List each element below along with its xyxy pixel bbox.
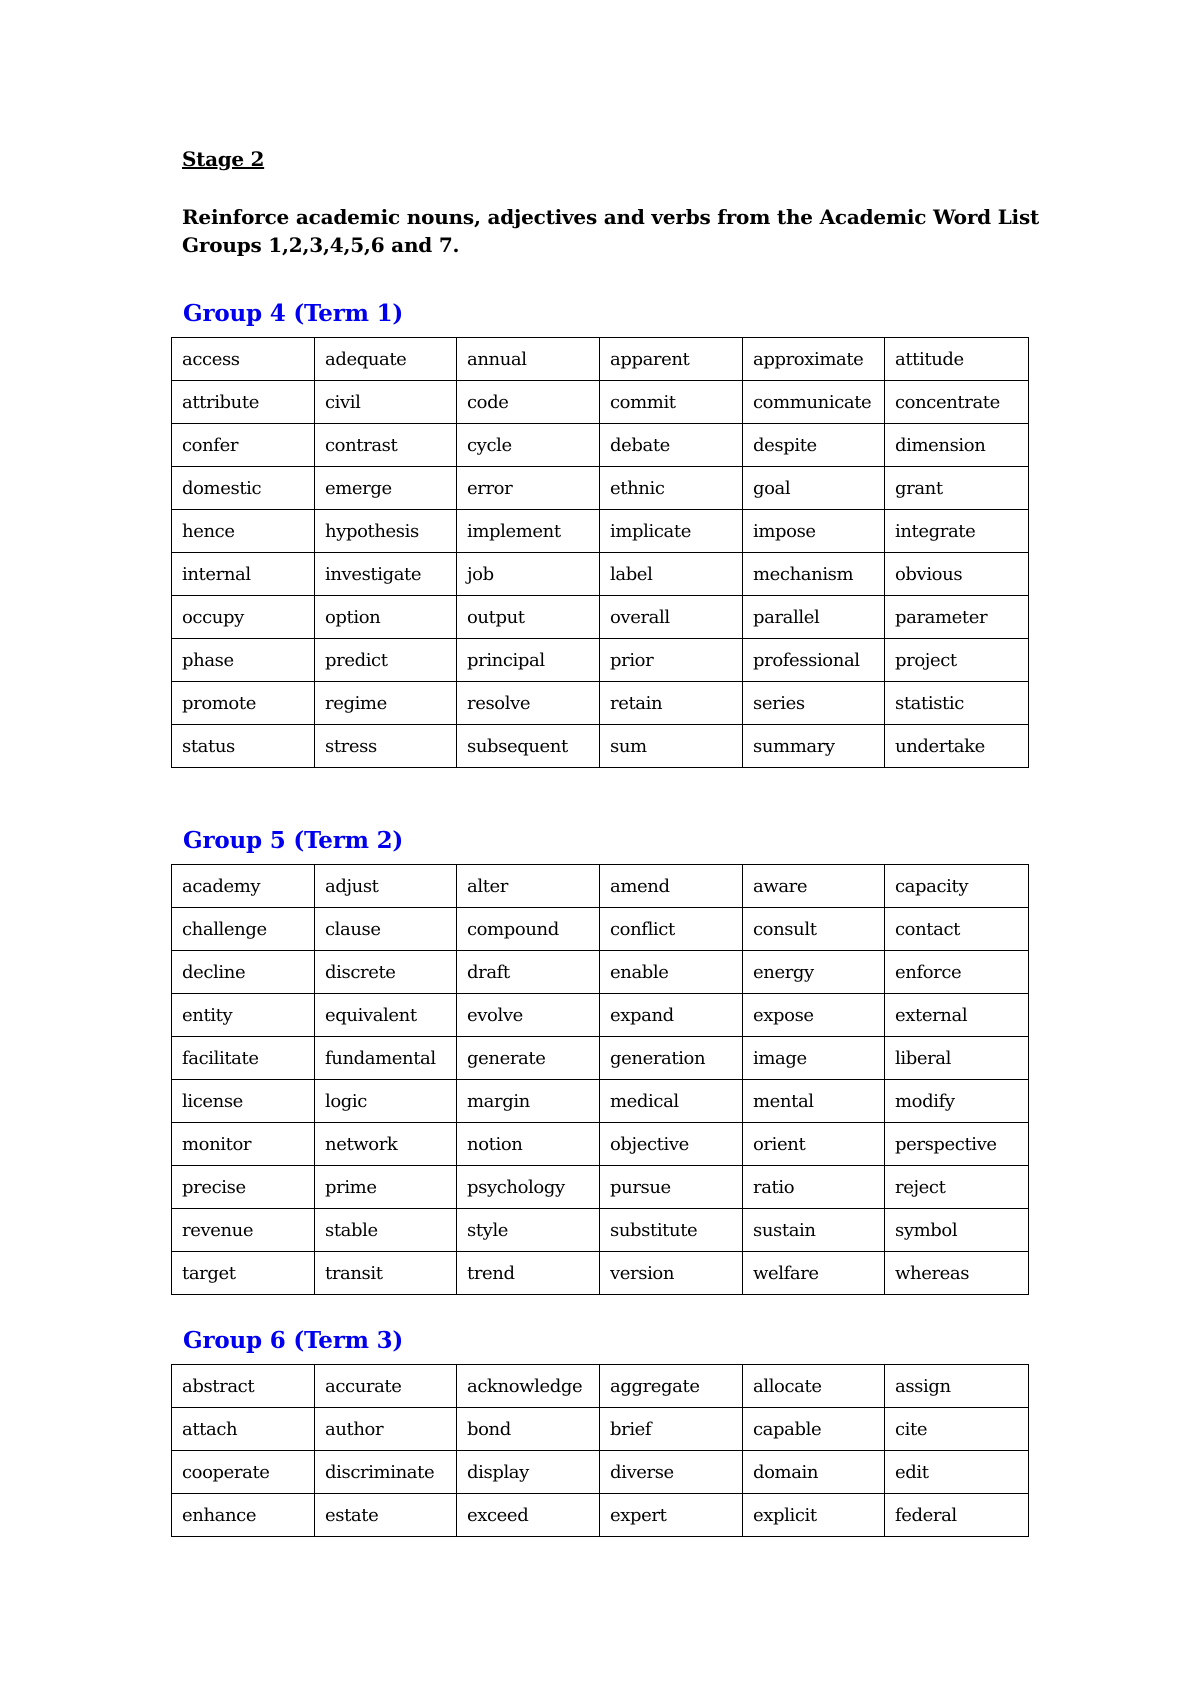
- word-cell: acknowledge: [457, 1365, 600, 1408]
- word-cell: stable: [315, 1209, 457, 1252]
- word-cell: cite: [885, 1408, 1029, 1451]
- word-cell: cooperate: [172, 1451, 315, 1494]
- word-cell: revenue: [172, 1209, 315, 1252]
- word-cell: entity: [172, 994, 315, 1037]
- word-cell: sum: [600, 725, 743, 768]
- word-cell: hence: [172, 510, 315, 553]
- table-row: [172, 1123, 1029, 1166]
- word-cell: allocate: [743, 1365, 885, 1408]
- word-cell: energy: [743, 951, 885, 994]
- table-row: [172, 553, 1029, 596]
- word-cell: aware: [743, 865, 885, 908]
- word-cell: attach: [172, 1408, 315, 1451]
- word-cell: substitute: [600, 1209, 743, 1252]
- word-cell: confer: [172, 424, 315, 467]
- word-cell: objective: [600, 1123, 743, 1166]
- word-cell: estate: [315, 1494, 457, 1537]
- word-cell: adjust: [315, 865, 457, 908]
- word-cell: liberal: [885, 1037, 1029, 1080]
- word-cell: network: [315, 1123, 457, 1166]
- word-cell: margin: [457, 1080, 600, 1123]
- table-row: [172, 424, 1029, 467]
- word-cell: enhance: [172, 1494, 315, 1537]
- word-cell: project: [885, 639, 1029, 682]
- word-cell: ratio: [743, 1166, 885, 1209]
- word-cell: ethnic: [600, 467, 743, 510]
- word-cell: expose: [743, 994, 885, 1037]
- word-cell: orient: [743, 1123, 885, 1166]
- word-cell: civil: [315, 381, 457, 424]
- word-cell: status: [172, 725, 315, 768]
- word-cell: transit: [315, 1252, 457, 1295]
- word-cell: perspective: [885, 1123, 1029, 1166]
- word-cell: abstract: [172, 1365, 315, 1408]
- group-5-heading: Group 5 (Term 2): [183, 827, 404, 854]
- word-cell: conflict: [600, 908, 743, 951]
- word-cell: reject: [885, 1166, 1029, 1209]
- word-cell: expert: [600, 1494, 743, 1537]
- word-cell: access: [172, 338, 315, 381]
- word-cell: occupy: [172, 596, 315, 639]
- word-cell: adequate: [315, 338, 457, 381]
- word-cell: symbol: [885, 1209, 1029, 1252]
- word-cell: license: [172, 1080, 315, 1123]
- word-cell: display: [457, 1451, 600, 1494]
- word-cell: parameter: [885, 596, 1029, 639]
- word-cell: principal: [457, 639, 600, 682]
- word-cell: predict: [315, 639, 457, 682]
- stage-title: Stage 2: [182, 147, 265, 171]
- table-row: [172, 994, 1029, 1037]
- word-cell: undertake: [885, 725, 1029, 768]
- word-cell: obvious: [885, 553, 1029, 596]
- word-cell: discriminate: [315, 1451, 457, 1494]
- word-cell: despite: [743, 424, 885, 467]
- table-row: [172, 908, 1029, 951]
- word-cell: pursue: [600, 1166, 743, 1209]
- word-cell: integrate: [885, 510, 1029, 553]
- word-cell: communicate: [743, 381, 885, 424]
- word-cell: approximate: [743, 338, 885, 381]
- word-cell: clause: [315, 908, 457, 951]
- word-cell: enforce: [885, 951, 1029, 994]
- word-cell: amend: [600, 865, 743, 908]
- word-cell: consult: [743, 908, 885, 951]
- table-row: [172, 865, 1029, 908]
- word-cell: notion: [457, 1123, 600, 1166]
- word-cell: accurate: [315, 1365, 457, 1408]
- word-cell: enable: [600, 951, 743, 994]
- word-cell: internal: [172, 553, 315, 596]
- word-cell: attitude: [885, 338, 1029, 381]
- word-cell: emerge: [315, 467, 457, 510]
- word-cell: domain: [743, 1451, 885, 1494]
- word-cell: author: [315, 1408, 457, 1451]
- table-row: [172, 596, 1029, 639]
- word-cell: edit: [885, 1451, 1029, 1494]
- word-cell: regime: [315, 682, 457, 725]
- word-cell: statistic: [885, 682, 1029, 725]
- word-cell: cycle: [457, 424, 600, 467]
- word-cell: medical: [600, 1080, 743, 1123]
- word-cell: fundamental: [315, 1037, 457, 1080]
- word-cell: dimension: [885, 424, 1029, 467]
- word-cell: prior: [600, 639, 743, 682]
- word-cell: summary: [743, 725, 885, 768]
- table-row: [172, 1451, 1029, 1494]
- word-cell: precise: [172, 1166, 315, 1209]
- table-row: [172, 1365, 1029, 1408]
- word-cell: brief: [600, 1408, 743, 1451]
- word-cell: parallel: [743, 596, 885, 639]
- word-cell: modify: [885, 1080, 1029, 1123]
- word-cell: mental: [743, 1080, 885, 1123]
- word-cell: draft: [457, 951, 600, 994]
- word-cell: explicit: [743, 1494, 885, 1537]
- intro-line-1: Reinforce academic nouns, adjectives and verbs from the Academic Word List: [182, 205, 1040, 229]
- word-cell: professional: [743, 639, 885, 682]
- table-row: [172, 1166, 1029, 1209]
- group-6-heading: Group 6 (Term 3): [183, 1327, 404, 1354]
- word-cell: goal: [743, 467, 885, 510]
- word-cell: annual: [457, 338, 600, 381]
- word-cell: equivalent: [315, 994, 457, 1037]
- word-cell: sustain: [743, 1209, 885, 1252]
- table-row: [172, 639, 1029, 682]
- group-4-table: [171, 337, 1029, 768]
- table-row: [172, 1408, 1029, 1451]
- word-cell: series: [743, 682, 885, 725]
- table-row: [172, 682, 1029, 725]
- word-cell: investigate: [315, 553, 457, 596]
- table-row: [172, 510, 1029, 553]
- word-cell: federal: [885, 1494, 1029, 1537]
- table-row: [172, 1037, 1029, 1080]
- word-cell: contrast: [315, 424, 457, 467]
- word-cell: attribute: [172, 381, 315, 424]
- group-5-table: [171, 864, 1029, 1295]
- word-cell: generation: [600, 1037, 743, 1080]
- word-cell: implement: [457, 510, 600, 553]
- word-cell: contact: [885, 908, 1029, 951]
- word-cell: overall: [600, 596, 743, 639]
- word-cell: phase: [172, 639, 315, 682]
- word-cell: capacity: [885, 865, 1029, 908]
- word-cell: style: [457, 1209, 600, 1252]
- table-row: [172, 1080, 1029, 1123]
- word-cell: stress: [315, 725, 457, 768]
- word-cell: aggregate: [600, 1365, 743, 1408]
- word-cell: prime: [315, 1166, 457, 1209]
- word-cell: discrete: [315, 951, 457, 994]
- word-cell: domestic: [172, 467, 315, 510]
- word-cell: code: [457, 381, 600, 424]
- word-cell: evolve: [457, 994, 600, 1037]
- table-row: [172, 1252, 1029, 1295]
- word-cell: welfare: [743, 1252, 885, 1295]
- word-cell: implicate: [600, 510, 743, 553]
- word-cell: label: [600, 553, 743, 596]
- table-row: [172, 1494, 1029, 1537]
- word-cell: monitor: [172, 1123, 315, 1166]
- intro-line-2: Groups 1,2,3,4,5,6 and 7.: [182, 233, 460, 257]
- word-cell: exceed: [457, 1494, 600, 1537]
- word-cell: expand: [600, 994, 743, 1037]
- word-cell: subsequent: [457, 725, 600, 768]
- word-cell: academy: [172, 865, 315, 908]
- word-cell: option: [315, 596, 457, 639]
- word-cell: error: [457, 467, 600, 510]
- word-cell: hypothesis: [315, 510, 457, 553]
- table-row: [172, 725, 1029, 768]
- table-row: [172, 381, 1029, 424]
- word-cell: assign: [885, 1365, 1029, 1408]
- table-row: [172, 338, 1029, 381]
- word-cell: promote: [172, 682, 315, 725]
- table-row: [172, 1209, 1029, 1252]
- word-cell: resolve: [457, 682, 600, 725]
- table-row: [172, 951, 1029, 994]
- word-cell: job: [457, 553, 600, 596]
- group-6-table: [171, 1364, 1029, 1537]
- group-4-heading: Group 4 (Term 1): [183, 300, 404, 327]
- word-cell: bond: [457, 1408, 600, 1451]
- word-cell: grant: [885, 467, 1029, 510]
- word-cell: alter: [457, 865, 600, 908]
- word-cell: image: [743, 1037, 885, 1080]
- word-cell: impose: [743, 510, 885, 553]
- word-cell: decline: [172, 951, 315, 994]
- word-cell: target: [172, 1252, 315, 1295]
- word-cell: external: [885, 994, 1029, 1037]
- word-cell: compound: [457, 908, 600, 951]
- word-cell: version: [600, 1252, 743, 1295]
- word-cell: commit: [600, 381, 743, 424]
- word-cell: facilitate: [172, 1037, 315, 1080]
- table-row: [172, 467, 1029, 510]
- word-cell: challenge: [172, 908, 315, 951]
- word-cell: logic: [315, 1080, 457, 1123]
- word-cell: diverse: [600, 1451, 743, 1494]
- word-cell: apparent: [600, 338, 743, 381]
- word-cell: mechanism: [743, 553, 885, 596]
- word-cell: capable: [743, 1408, 885, 1451]
- intro-paragraph: [182, 203, 1042, 259]
- word-cell: concentrate: [885, 381, 1029, 424]
- word-cell: debate: [600, 424, 743, 467]
- word-cell: whereas: [885, 1252, 1029, 1295]
- word-cell: retain: [600, 682, 743, 725]
- word-cell: output: [457, 596, 600, 639]
- word-cell: trend: [457, 1252, 600, 1295]
- word-cell: psychology: [457, 1166, 600, 1209]
- word-cell: generate: [457, 1037, 600, 1080]
